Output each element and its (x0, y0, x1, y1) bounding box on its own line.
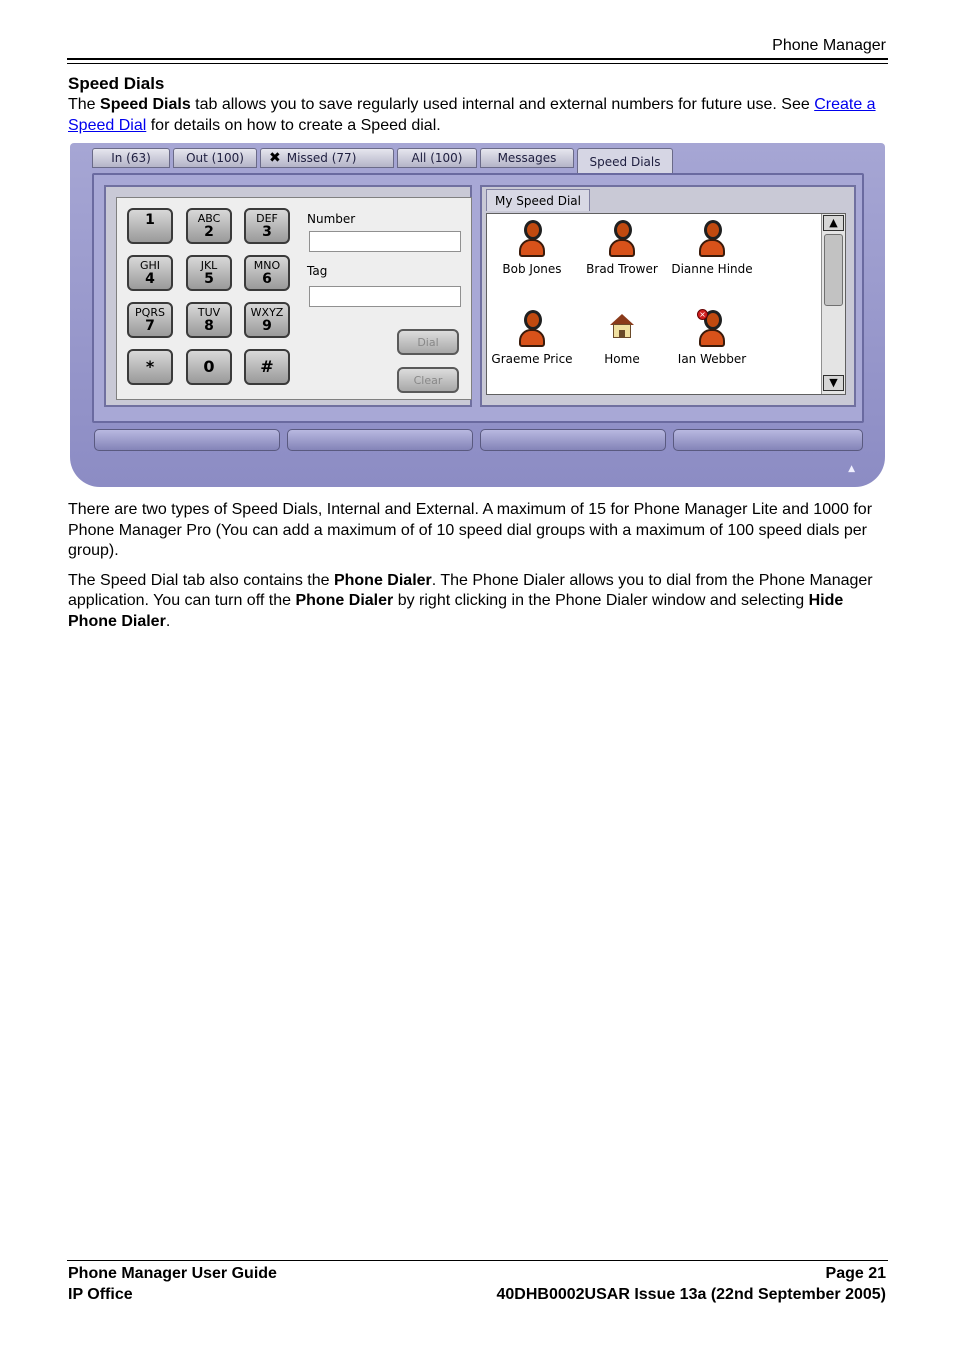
key-digit: * (145, 357, 155, 376)
key-2[interactable] (186, 208, 232, 244)
tab-in[interactable] (92, 148, 170, 168)
resize-grip-icon[interactable]: ▲ (848, 464, 855, 474)
key-hash[interactable] (244, 349, 290, 385)
key-5[interactable] (186, 255, 232, 291)
bottom-bar-button-3[interactable] (480, 429, 666, 451)
create-speed-dial-link[interactable]: Create a Speed Dial (68, 96, 876, 134)
tab-missed-label: Missed (77) (286, 151, 357, 165)
tab-out[interactable] (173, 148, 257, 168)
bottom-button-bar (94, 429, 864, 453)
person-icon (606, 218, 638, 260)
tab-missed[interactable] (260, 148, 394, 168)
contact-name: Bob Jones (502, 262, 562, 276)
key-letters: MNO (253, 259, 281, 272)
phone-dialer (104, 185, 472, 407)
key-digit: 0 (203, 357, 215, 376)
key-3[interactable] (244, 208, 290, 244)
tag-label: Tag (307, 264, 328, 278)
contact-bob-jones[interactable] (487, 218, 577, 276)
intro-text-2: tab allows you to save regularly used internal and external numbers for future use. See (190, 96, 815, 113)
dial-button[interactable] (397, 329, 459, 355)
key-letters: PQRS (135, 306, 165, 319)
footer-issue: 40DHB0002USAR Issue 13a (22nd September 2005) (496, 1286, 886, 1303)
intro-text-3: for details on how to create a Speed dial. (146, 116, 441, 134)
tab-all[interactable] (397, 148, 477, 168)
person-icon (516, 308, 548, 350)
header-title: Phone Manager (772, 37, 886, 54)
person-busy-icon: × (696, 308, 728, 350)
p3-bold-3: Hide Phone Dialer (68, 592, 844, 630)
body-paragraphs (68, 500, 888, 641)
contact-dianne-hinde[interactable] (667, 218, 757, 276)
intro-text-1: The (68, 96, 101, 113)
vertical-scrollbar[interactable] (821, 214, 845, 394)
key-digit: 2 (204, 224, 214, 240)
tab-speed-dials[interactable] (577, 148, 673, 174)
key-digit: 5 (204, 271, 214, 287)
dialpad-area (116, 197, 472, 400)
tab-in-label: In (63) (111, 151, 151, 165)
key-6[interactable] (244, 255, 290, 291)
key-4[interactable] (127, 255, 173, 291)
contact-home[interactable] (577, 308, 667, 366)
key-letters: TUV (197, 306, 221, 319)
header-rule-thin (67, 63, 888, 64)
intro-bold: Speed Dials (100, 96, 191, 113)
page-header (67, 36, 888, 70)
key-0[interactable] (186, 349, 232, 385)
dial-button-label: Dial (417, 335, 439, 349)
call-tabs (92, 148, 673, 170)
clear-button-label: Clear (413, 373, 443, 387)
person-icon (696, 218, 728, 260)
key-digit: 9 (262, 318, 272, 334)
contact-brad-trower[interactable] (577, 218, 667, 276)
key-8[interactable] (186, 302, 232, 338)
clear-button[interactable] (397, 367, 459, 393)
p3-bold-2: Phone Dialer (295, 592, 394, 609)
p3-bold-1: Phone Dialer (333, 571, 432, 589)
person-icon (516, 218, 548, 260)
contact-name: Ian Webber (677, 352, 747, 366)
footer-row-1 (67, 1261, 888, 1284)
tab-messages-label: Messages (497, 151, 557, 165)
contact-ian-webber[interactable] (667, 308, 757, 366)
key-digit: # (260, 357, 274, 376)
tab-out-label: Out (100) (186, 151, 244, 165)
footer-guide-title: Phone Manager User Guide (68, 1265, 277, 1282)
bottom-bar-button-4[interactable] (673, 429, 863, 451)
tab-messages[interactable] (480, 148, 574, 168)
key-letters: JKL (200, 259, 218, 272)
house-icon (606, 308, 638, 350)
key-letters: GHI (139, 259, 161, 272)
key-digit: 7 (145, 318, 155, 334)
key-letters: DEF (256, 212, 278, 225)
speed-dials-panel (92, 173, 864, 423)
key-7[interactable] (127, 302, 173, 338)
tag-field[interactable] (309, 286, 461, 307)
section-heading: Speed Dials (68, 74, 165, 93)
key-1[interactable] (127, 208, 173, 244)
number-field[interactable] (309, 231, 461, 252)
contact-graeme-price[interactable] (487, 308, 577, 366)
scroll-down-icon[interactable]: ▼ (823, 375, 844, 391)
tab-speed-dials-label: Speed Dials (589, 154, 661, 169)
footer-row-2 (67, 1284, 888, 1305)
phone-dialer-paragraph (68, 571, 888, 633)
key-digit: 1 (145, 212, 155, 228)
key-star[interactable] (127, 349, 173, 385)
speed-dial-list (486, 213, 846, 395)
phone-manager-window (70, 143, 885, 487)
speed-dial-types-paragraph: There are two types of Speed Dials, Internal and External. A maximum of 15 for Phone Manager Lite and 1000 for Phone Manager Pro (You can add a maximum of of 10 speed dial groups with a maximum of 100 speed dials per group). (68, 501, 873, 559)
contact-name: Graeme Price (491, 352, 573, 366)
key-letters: ABC (197, 212, 221, 225)
key-9[interactable] (244, 302, 290, 338)
bottom-bar-button-2[interactable] (287, 429, 473, 451)
p3-text-4: . (165, 612, 171, 630)
tab-all-label: All (100) (411, 151, 463, 165)
number-label: Number (307, 212, 356, 226)
key-letters: WXYZ (250, 306, 284, 319)
key-digit: 8 (204, 318, 214, 334)
p3-text-1: The Speed Dial tab also contains the (68, 571, 334, 589)
tab-my-speed-dial[interactable]: My Speed Dial (486, 189, 590, 211)
intro-paragraph (68, 95, 888, 136)
bottom-bar-button-1[interactable] (94, 429, 280, 451)
contact-name: Home (604, 352, 640, 366)
scroll-up-icon[interactable]: ▲ (823, 215, 844, 231)
scroll-thumb[interactable] (824, 234, 843, 306)
p3-text-2: . The Phone Dialer allows you to dial from the Phone Manager application. You can turn off the (68, 571, 873, 609)
key-digit: 4 (145, 271, 155, 287)
key-digit: 6 (262, 271, 272, 287)
section-speed-dials (68, 73, 888, 136)
speed-dial-list-panel (480, 185, 856, 407)
contact-name: Dianne Hinde (671, 262, 753, 276)
header-rule (67, 58, 888, 60)
footer-product: IP Office (68, 1286, 133, 1303)
page-footer (67, 1260, 888, 1305)
key-digit: 3 (262, 224, 272, 240)
p3-text-3: by right clicking in the Phone Dialer window and selecting (393, 592, 809, 609)
x-icon: ✖ (269, 150, 281, 166)
footer-page-number: Page 21 (825, 1265, 886, 1282)
contact-name: Brad Trower (586, 262, 658, 276)
